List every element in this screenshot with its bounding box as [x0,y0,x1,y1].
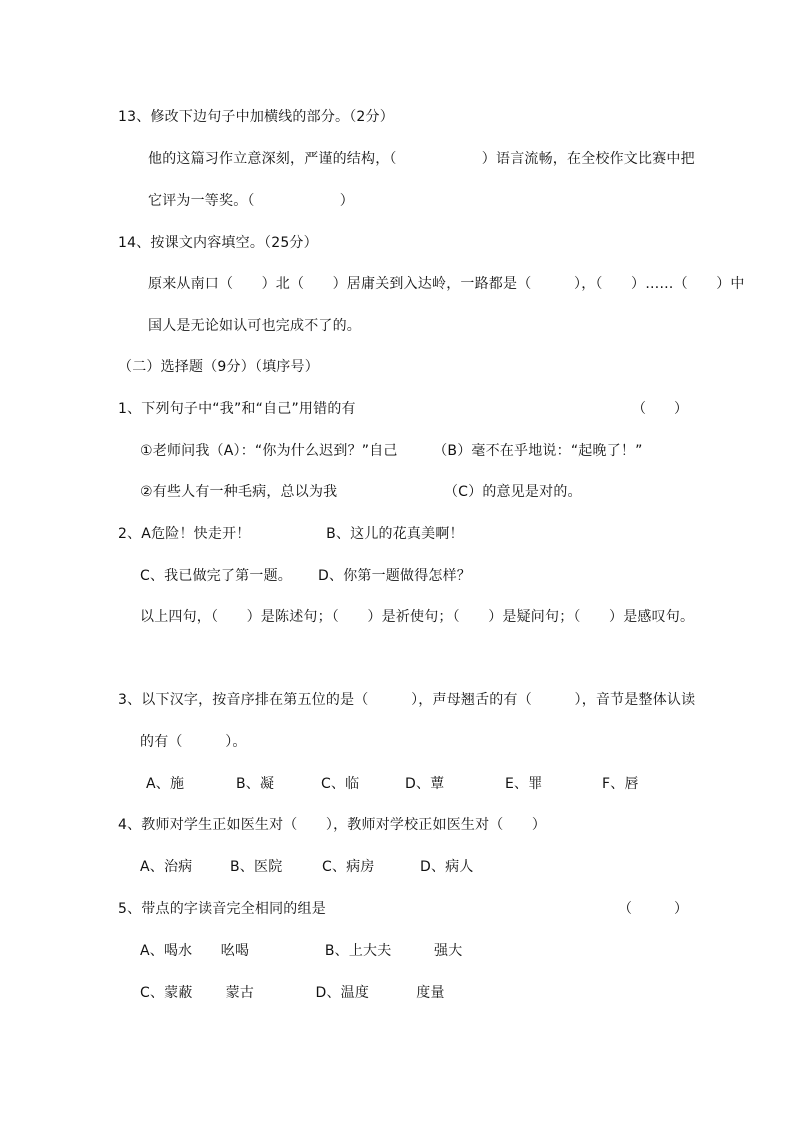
choice-5-line-2: C、蒙蔽 蒙古 D、温度 度量 [140,985,445,1001]
choice-3-option-b: B、凝 [236,776,275,792]
section-choice-title: （二）选择题（9分）（填序号） [118,359,319,375]
choice-1-line-1: ①老师问我（A）：“你为什么迟到？”自己 （B）毫不在乎地说：“起晚了！” [140,443,643,459]
q13-line-1: 他的这篇习作立意深刻，严谨的结构，（ ）语言流畅，在全校作文比赛中把 [148,151,695,167]
choice-1-answer-bracket: （ ） [632,401,688,417]
choice-5-title: 5、带点的字读音完全相同的组是 [118,901,326,917]
choice-5-line-1: A、喝水 吆喝 B、上大夫 强大 [140,943,463,959]
q13-title: 13、修改下边句子中加横线的部分。（2分） [118,109,394,125]
choice-3-option-d: D、蕈 [405,776,445,792]
choice-3-option-e: E、罪 [505,776,543,792]
choice-4-option-d: D、病人 [420,859,474,875]
choice-4-option-b: B、医院 [230,859,283,875]
choice-3-line-1: 3、以下汉字，按音序排在第五位的是（ ），声母翘舌的有（ ），音节是整体认读 [118,692,696,708]
choice-4-option-a: A、治病 [140,859,193,875]
choice-3-option-a: A、施 [146,776,185,792]
q14-line-1: 原来从南口（ ）北（ ）居庸关到入达岭，一路都是（ ），（ ）……（ ）中 [148,276,745,292]
choice-1-title: 1、下列句子中“我”和“自己”用错的有 [118,401,356,417]
q14-line-2: 国人是无论如认可也完成不了的。 [148,318,361,334]
choice-2-line-3: 以上四句，（ ）是陈述句；（ ）是祈使句；（ ）是疑问句；（ ）是感叹句。 [140,609,695,625]
choice-3-option-f: F、唇 [602,776,639,792]
choice-4-option-c: C、病房 [322,859,375,875]
choice-3-option-c: C、临 [321,776,360,792]
choice-5-answer-bracket: （ ） [618,901,688,917]
choice-2-line-2: C、我已做完了第一题。 D、你第一题做得怎样？ [140,568,472,584]
choice-3-line-2: 的有（ ）。 [140,734,247,750]
choice-1-line-2: ②有些人有一种毛病，总以为我 （C）的意见是对的。 [140,484,582,500]
choice-4-title: 4、教师对学生正如医生对（ ），教师对学校正如医生对（ ） [118,817,547,833]
q14-title: 14、按课文内容填空。（25分） [118,235,318,251]
choice-2-line-1: 2、A危险！快走开！ B、这儿的花真美啊！ [118,526,464,542]
q13-line-2: 它评为一等奖。（ ） [148,193,354,209]
